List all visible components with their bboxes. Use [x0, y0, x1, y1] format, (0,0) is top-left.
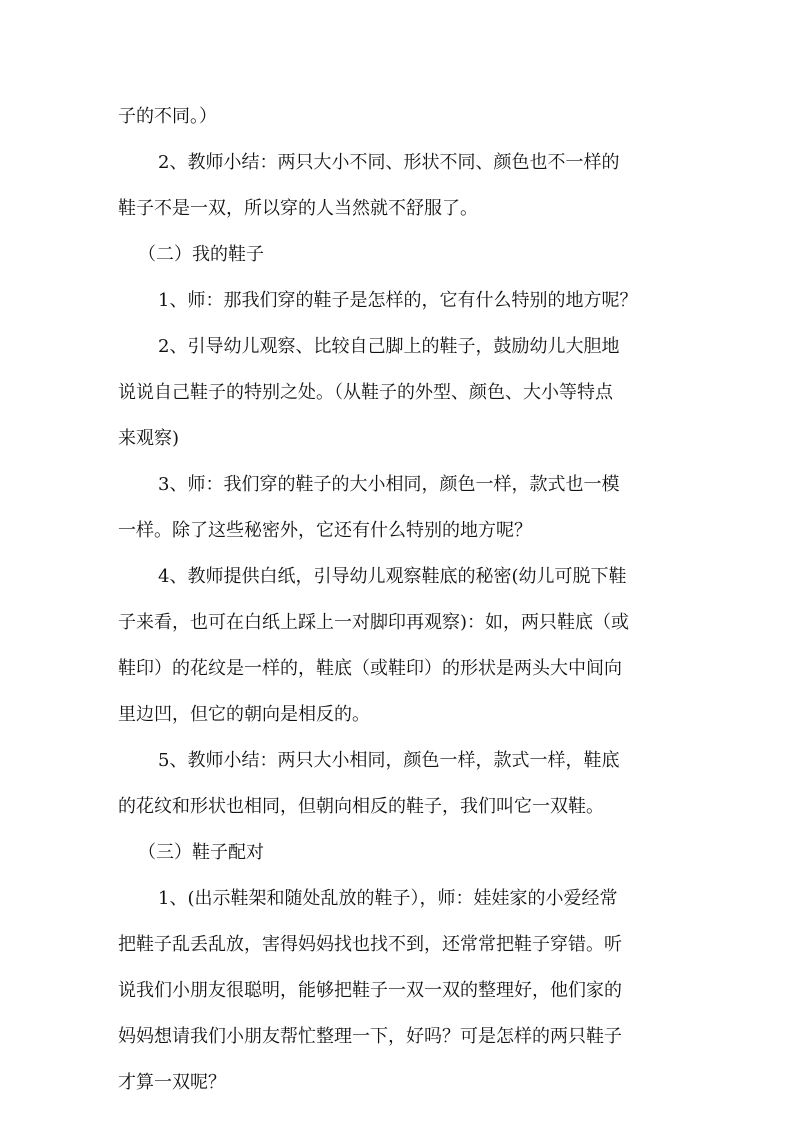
paragraph-line: 鞋子不是一双，所以穿的人当然就不舒服了。	[118, 198, 478, 219]
paragraph-line: 妈妈想请我们小朋友帮忙整理一下，好吗？可是怎样的两只鞋子	[118, 1026, 622, 1047]
paragraph-line: 1、(出示鞋架和随处乱放的鞋子），师：娃娃家的小爱经常	[158, 888, 618, 909]
paragraph-line: 的花纹和形状也相同，但朝向相反的鞋子，我们叫它一双鞋。	[118, 796, 604, 817]
paragraph-line: 3、师：我们穿的鞋子的大小相同，颜色一样，款式也一模	[158, 474, 620, 495]
paragraph-line: 1、师：那我们穿的鞋子是怎样的，它有什么特别的地方呢？	[158, 290, 638, 311]
paragraph-line: 5、教师小结：两只大小相同，颜色一样，款式一样，鞋底	[158, 750, 620, 771]
paragraph-line: 才算一双呢？	[118, 1072, 226, 1093]
paragraph-line: 一样。除了这些秘密外，它还有什么特别的地方呢？	[118, 520, 532, 541]
paragraph-line: 说我们小朋友很聪明，能够把鞋子一双一双的整理好，他们家的	[118, 980, 622, 1001]
paragraph-line: 子的不同。）	[118, 106, 217, 127]
paragraph-line: 来观察)	[118, 428, 180, 449]
paragraph-line: 鞋印）的花纹是一样的，鞋底（或鞋印）的形状是两头大中间向	[118, 658, 622, 679]
paragraph-line: 2、引导幼儿观察、比较自己脚上的鞋子，鼓励幼儿大胆地	[158, 336, 620, 357]
paragraph-line: 里边凹，但它的朝向是相反的。	[118, 704, 370, 725]
paragraph-line: 把鞋子乱丢乱放，害得妈妈找也找不到，还常常把鞋子穿错。听	[118, 934, 622, 955]
document-body	[118, 94, 678, 1106]
paragraph-line: 说说自己鞋子的特别之处。（从鞋子的外型、颜色、大小等特点	[118, 382, 613, 403]
paragraph-line: 4、教师提供白纸，引导幼儿观察鞋底的秘密(幼儿可脱下鞋	[158, 566, 627, 587]
section-heading: （二）我的鞋子	[138, 244, 264, 265]
paragraph-line: 子来看，也可在白纸上踩上一对脚印再观察)：如，两只鞋底（或	[118, 612, 630, 633]
paragraph-line: 2、教师小结：两只大小不同、形状不同、颜色也不一样的	[158, 152, 620, 173]
section-heading: （三）鞋子配对	[138, 842, 264, 863]
